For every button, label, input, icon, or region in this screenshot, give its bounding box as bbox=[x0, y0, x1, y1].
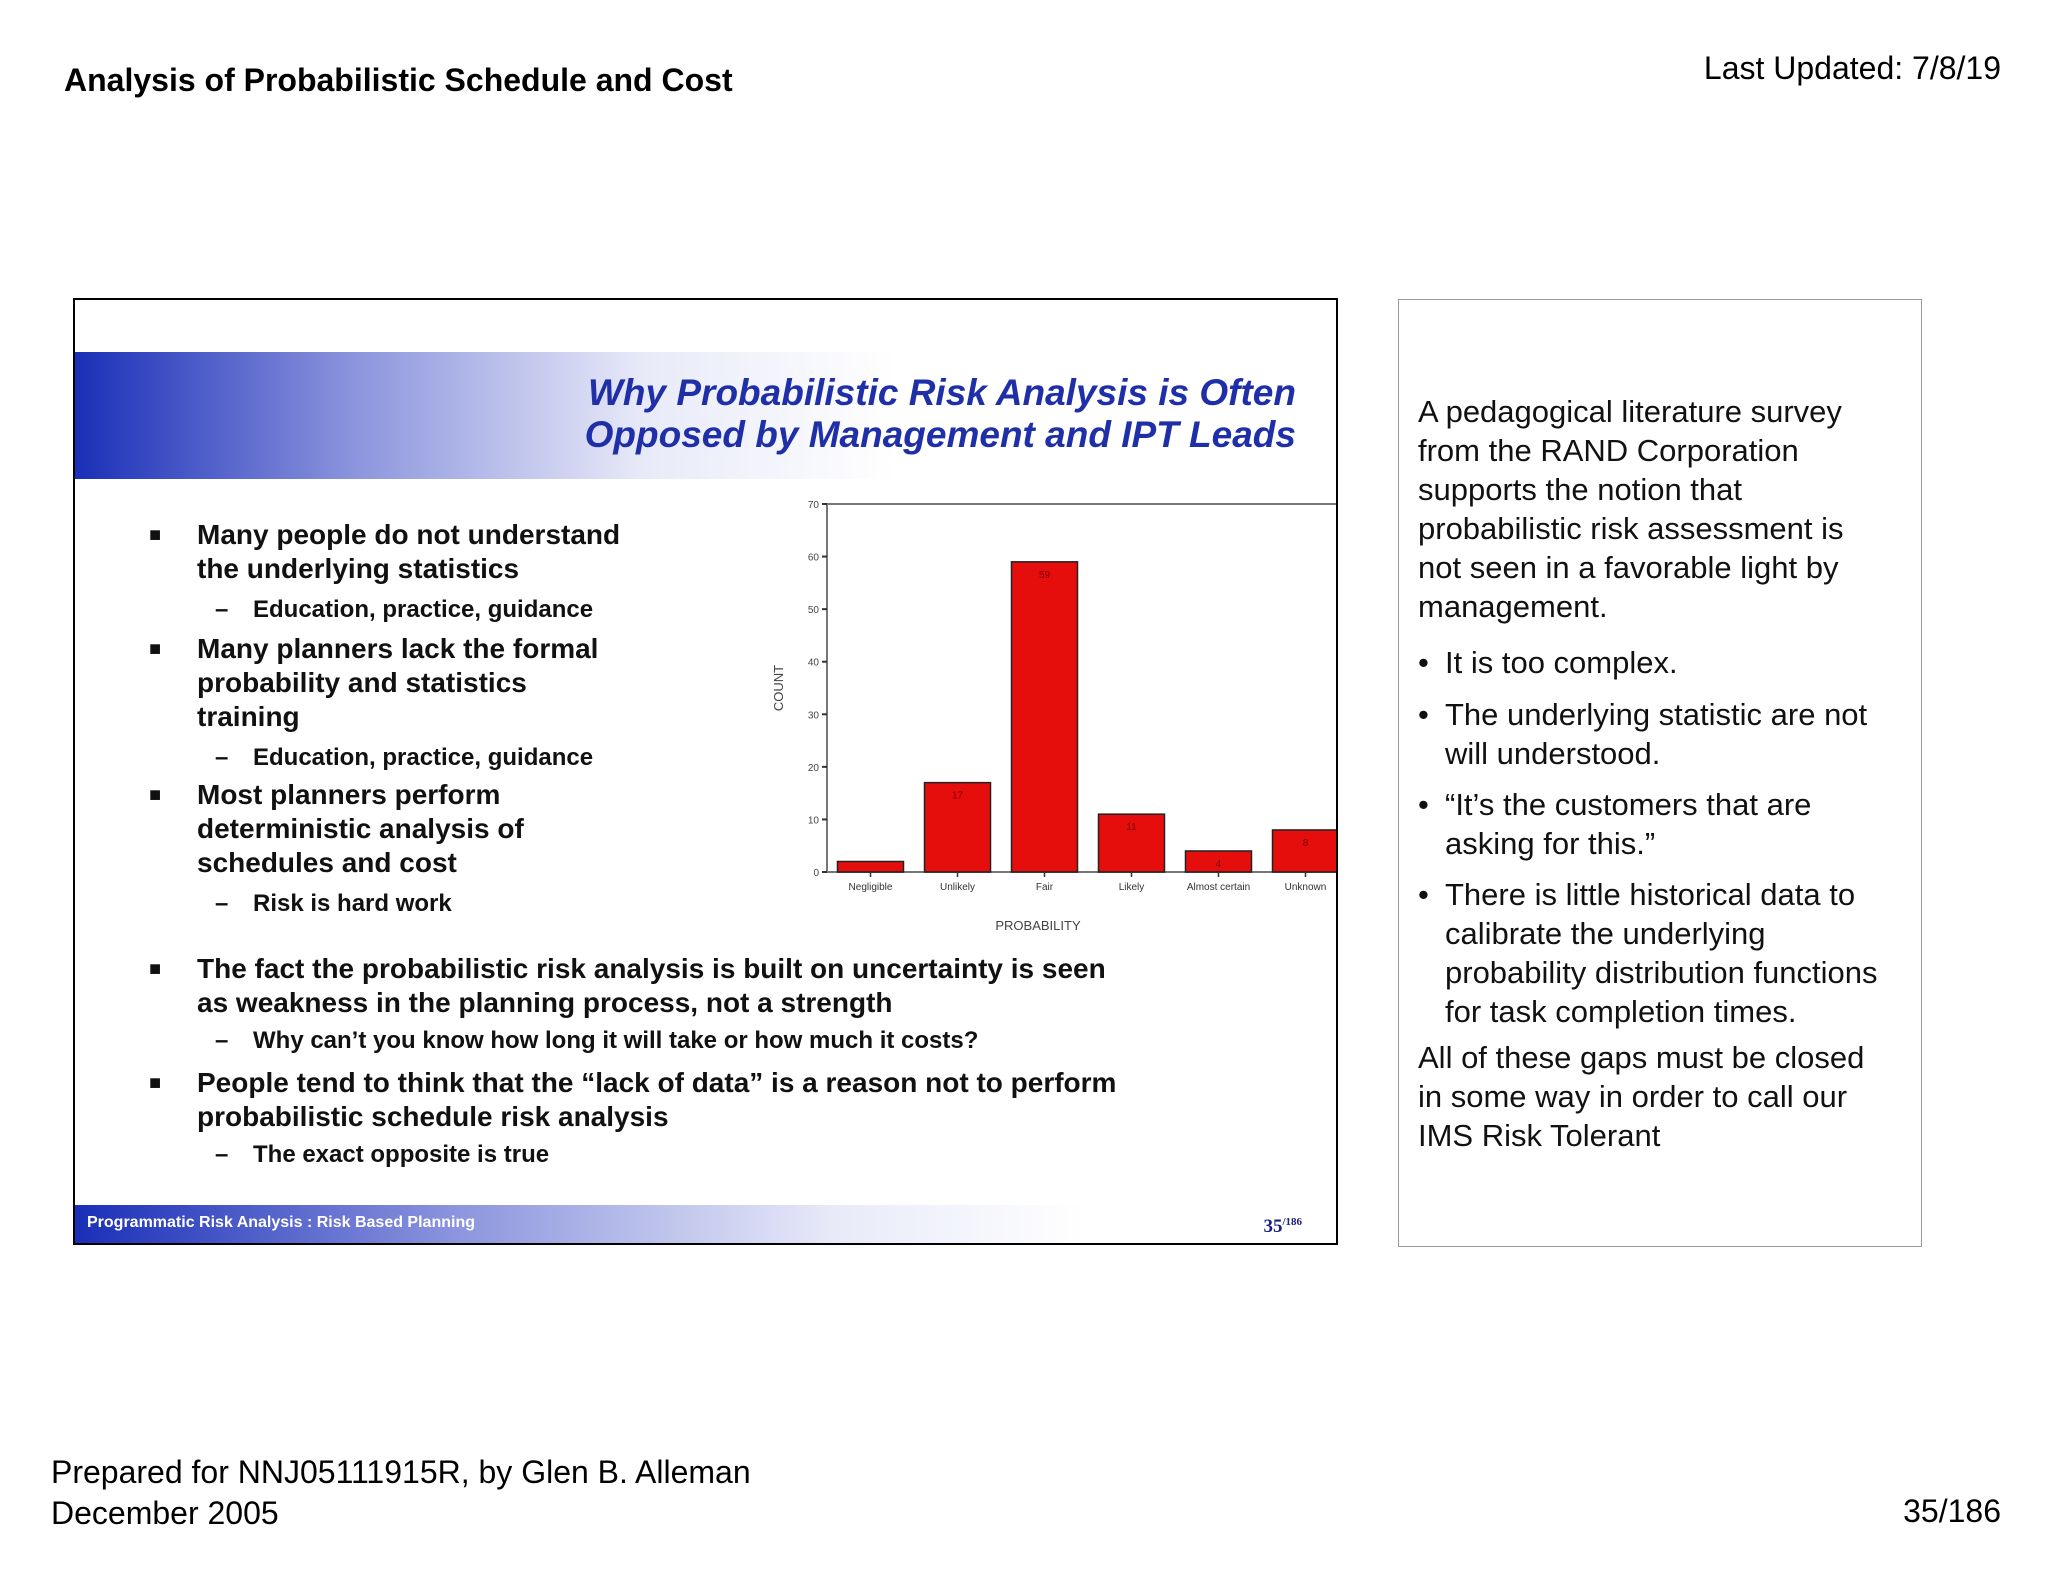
dash-marker: – bbox=[215, 596, 229, 623]
prepared-for bbox=[51, 1452, 751, 1534]
slide-bullet bbox=[149, 518, 621, 586]
probability-count-bar-chart bbox=[765, 490, 1338, 945]
bullet-text: probability and statistics bbox=[197, 667, 527, 698]
notes-line: not seen in a favorable light by bbox=[1418, 550, 1839, 585]
notes-bullet-line: asking for this.” bbox=[1445, 826, 1656, 861]
y-tick-label: 70 bbox=[807, 500, 819, 511]
slide-sub-bullet bbox=[215, 1026, 979, 1056]
y-tick-label: 50 bbox=[807, 605, 819, 617]
bullet-square-icon: ■ bbox=[149, 1072, 162, 1094]
notes-line: All of these gaps must be closed bbox=[1418, 1040, 1865, 1075]
bullet-text: the underlying statistics bbox=[197, 553, 520, 584]
notes-bullet-line: probability distribution functions bbox=[1445, 955, 1878, 990]
dash-marker: – bbox=[215, 1027, 229, 1054]
y-axis-title: COUNT bbox=[771, 664, 786, 712]
sub-bullet-text: The exact opposite is true bbox=[253, 1141, 550, 1168]
y-tick-label: 20 bbox=[807, 762, 819, 774]
bullet-square-icon: ■ bbox=[149, 524, 162, 546]
slide-sub-bullet bbox=[215, 1140, 550, 1170]
notes-intro bbox=[1418, 392, 1844, 626]
x-tick-label: Almost certain bbox=[1186, 882, 1251, 893]
prepared-date: December 2005 bbox=[51, 1495, 279, 1531]
slide-page-number bbox=[1263, 1216, 1302, 1238]
notes-panel bbox=[1398, 299, 1922, 1247]
bullet-square-icon: ■ bbox=[149, 638, 162, 660]
sub-bullet-text: Why can’t you know how long it will take or how much it costs? bbox=[253, 1027, 979, 1054]
slide-page-total: /186 bbox=[1282, 1216, 1302, 1228]
slide-bullet bbox=[149, 632, 599, 734]
chart-plot-frame bbox=[827, 504, 1338, 872]
notes-line: management. bbox=[1418, 589, 1608, 624]
prepared-line: Prepared for NNJ05111915R, by Glen B. Alleman bbox=[51, 1454, 751, 1490]
slide-sub-bullet bbox=[215, 889, 452, 919]
notes-bullet-line: calibrate the underlying bbox=[1445, 916, 1766, 951]
x-axis-title: PROBABILITY bbox=[995, 918, 1081, 933]
bar-data-label: 11 bbox=[1126, 822, 1137, 834]
bullet-dot-icon: • bbox=[1418, 787, 1429, 822]
notes-line: in some way in order to call our bbox=[1418, 1079, 1848, 1114]
x-tick-label: Likely bbox=[1118, 882, 1145, 893]
bullet-text: as weakness in the planning process, not a strength bbox=[197, 987, 893, 1018]
slide-title-line: Why Probabilistic Risk Analysis is Often bbox=[588, 372, 1296, 413]
bullet-text: People tend to think that the “lack of data” is a reason not to perform bbox=[197, 1067, 1117, 1098]
notes-bullet bbox=[1418, 785, 1915, 863]
slide-sub-bullet bbox=[215, 595, 594, 625]
dash-marker: – bbox=[215, 890, 229, 917]
notes-bullet-line: It is too complex. bbox=[1445, 645, 1678, 680]
bullet-text: schedules and cost bbox=[197, 847, 457, 878]
notes-line: supports the notion that bbox=[1418, 472, 1743, 507]
y-tick-label: 40 bbox=[807, 657, 819, 669]
bullet-square-icon: ■ bbox=[149, 784, 162, 806]
notes-line: from the RAND Corporation bbox=[1418, 433, 1799, 468]
slide-page-current: 35 bbox=[1263, 1216, 1283, 1237]
notes-bullet bbox=[1418, 875, 1915, 1031]
bar-data-label: 8 bbox=[1302, 837, 1309, 849]
bullet-square-icon: ■ bbox=[149, 958, 162, 980]
notes-line: IMS Risk Tolerant bbox=[1418, 1118, 1661, 1153]
bullet-dot-icon: • bbox=[1418, 877, 1429, 912]
y-tick-label: 30 bbox=[807, 710, 819, 722]
chart-bar bbox=[1012, 562, 1078, 872]
bullet-dot-icon: • bbox=[1418, 697, 1429, 732]
bar-data-label: 17 bbox=[951, 790, 964, 802]
page-number: 35/186 bbox=[1903, 1493, 2001, 1529]
notes-bullet-line: “It’s the customers that are bbox=[1445, 787, 1812, 822]
y-tick-label: 10 bbox=[807, 815, 819, 827]
slide-thumbnail bbox=[73, 298, 1338, 1245]
dash-marker: – bbox=[215, 1141, 229, 1168]
y-tick-label: 0 bbox=[813, 868, 819, 879]
sub-bullet-text: Risk is hard work bbox=[253, 890, 452, 917]
notes-bullet bbox=[1418, 643, 1915, 682]
bullet-text: Most planners perform bbox=[197, 779, 501, 810]
sub-bullet-text: Education, practice, guidance bbox=[253, 744, 594, 771]
slide-sub-bullet bbox=[215, 743, 594, 773]
bar-data-label: 4 bbox=[1215, 858, 1222, 870]
notes-bullet-line: for task completion times. bbox=[1445, 994, 1797, 1029]
chart-bar bbox=[1273, 830, 1339, 872]
bullet-text: The fact the probabilistic risk analysis is built on uncertainty is seen bbox=[197, 953, 1106, 984]
last-updated-label: Last Updated: 7/8/19 bbox=[1703, 50, 2001, 86]
bullet-text: deterministic analysis of bbox=[197, 813, 524, 844]
notes-bullet-line: There is little historical data to bbox=[1445, 877, 1856, 912]
y-tick-label: 60 bbox=[807, 552, 819, 564]
dash-marker: – bbox=[215, 744, 229, 771]
sub-bullet-text: Education, practice, guidance bbox=[253, 596, 594, 623]
x-tick-label: Unknown bbox=[1284, 882, 1327, 893]
slide-title bbox=[396, 372, 1296, 456]
bullet-text: probabilistic schedule risk analysis bbox=[197, 1101, 669, 1132]
bullet-dot-icon: • bbox=[1418, 645, 1429, 680]
slide-title-line: Opposed by Management and IPT Leads bbox=[584, 414, 1296, 455]
slide-footer-text: Programmatic Risk Analysis : Risk Based Planning bbox=[87, 1214, 475, 1231]
slide-bullet bbox=[149, 778, 524, 880]
notes-line: probabilistic risk assessment is bbox=[1418, 511, 1844, 546]
notes-line: A pedagogical literature survey bbox=[1418, 394, 1842, 429]
slide-bullet bbox=[149, 1066, 1117, 1134]
notes-bullet-line: will understood. bbox=[1445, 736, 1661, 771]
x-tick-label: Unlikely bbox=[939, 882, 976, 893]
notes-closing bbox=[1418, 1038, 1864, 1155]
x-tick-label: Negligible bbox=[848, 882, 893, 893]
document-title: Analysis of Probabilistic Schedule and Cost bbox=[64, 62, 733, 98]
bar-data-label: 59 bbox=[1038, 569, 1051, 581]
bullet-text: training bbox=[197, 701, 300, 732]
notes-bullet-line: The underlying statistic are not bbox=[1445, 697, 1868, 732]
chart-bar bbox=[838, 861, 904, 872]
notes-bullet bbox=[1418, 695, 1915, 773]
x-tick-label: Fair bbox=[1035, 882, 1054, 893]
bullet-text: Many people do not understand bbox=[197, 519, 621, 550]
slide-bullet bbox=[149, 952, 1106, 1020]
bullet-text: Many planners lack the formal bbox=[197, 633, 599, 664]
